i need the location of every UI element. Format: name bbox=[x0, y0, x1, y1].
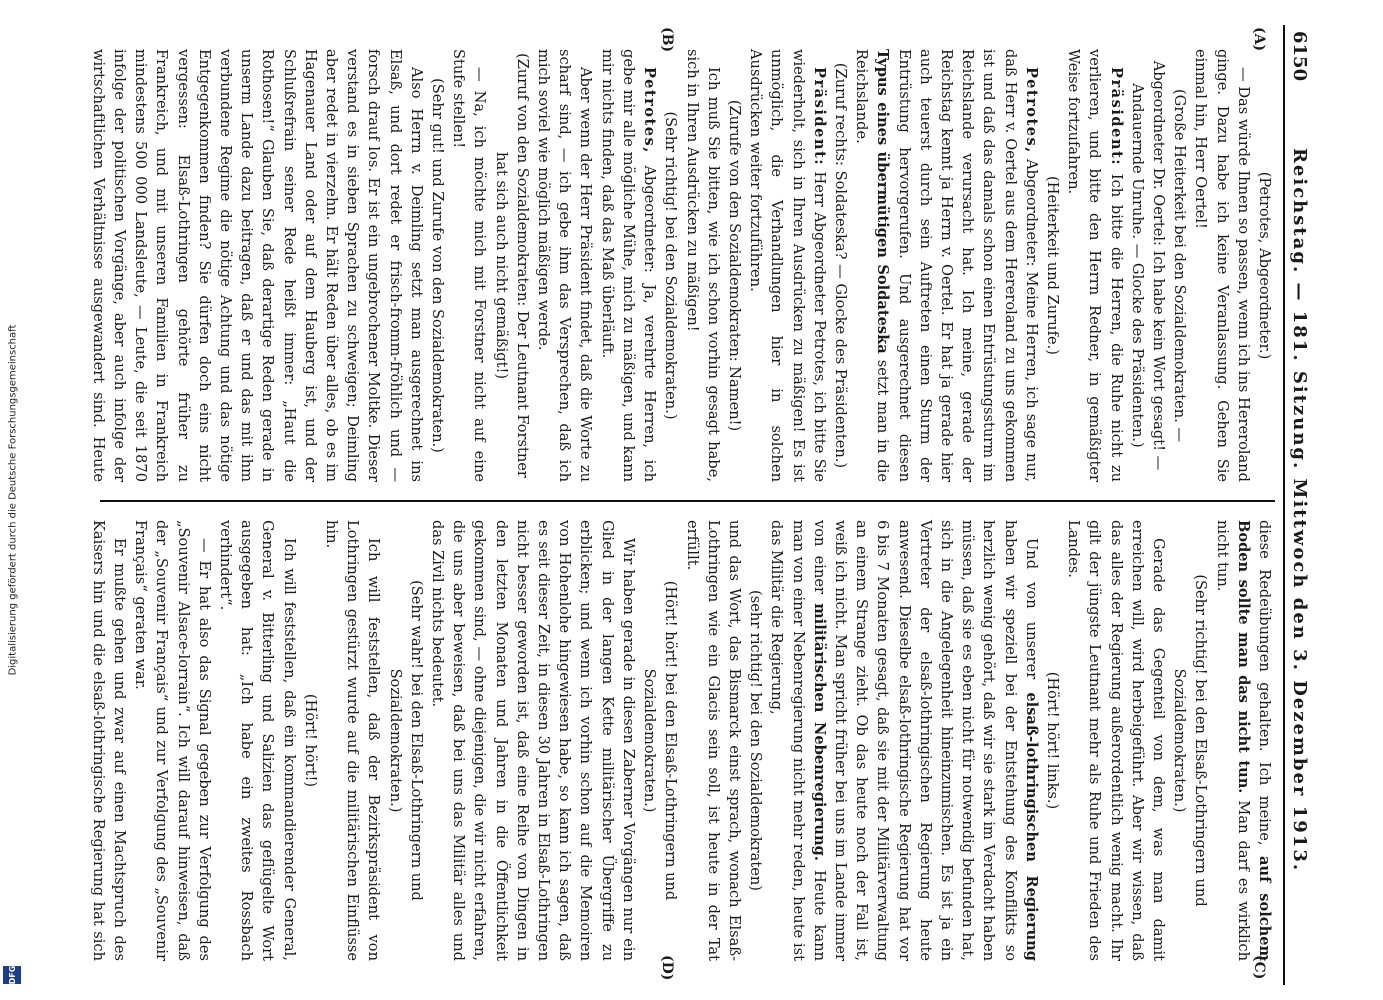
interjection: (Hört! hört!) bbox=[301, 693, 319, 788]
margin-marker-a: (A) bbox=[1251, 27, 1267, 52]
speaker-name: Präsident: bbox=[1107, 67, 1125, 167]
right-column bbox=[85, 514, 1275, 985]
paragraph: — Das würde Ihnen so passen, wenn ich ins Hereroland ginge. Dazu habe ich keine Veranlassung. Gehen Sie einmal hin, Herr Oertel! bbox=[1192, 49, 1252, 482]
paragraph: Also Herrn v. Deimling setzt man ausgerechnet ins Elsaß, und dort redet er frisch-fromm-fröhlich und — forsch drauf los. Er ist ein ungebrochener Moltke. Dieser verstand es in sieben Sprachen zu schweigen; Deimling aber redet in vierzehn. Er hält Reden über alles, ob es im Hagenauer Land oder auf dem Hauberg ist, und der Schlußrefrain seiner Rede heißt immer: „Haut die Rothosen!“ Glauben Sie, daß derartige Reden gerade in unserm Lande dazu beitragen, daß er und das mit ihm verbundene Regime die nötige Achtung und das nötige Entgegenkommen finden? Sie dürfen doch eins nicht vergessen: Elsaß-Lothringen gehörte früher zu Frankreich, und mit unseren Familien in Frankreich mindestens 500 000 Landsleute, — Leute, die seit 1870 infolge der politischen Vorgänge, aber auch infolge der wirtschaftlichen Verhältnisse ausgewandert sind. Heute bbox=[89, 49, 425, 482]
document-page bbox=[80, 25, 1315, 985]
interjection: (Sehr richtig! bei den Elsaß-Lothringern und Sozialdemokraten.) bbox=[1171, 574, 1210, 907]
paragraph: — Er hat also das Signal gegeben zur Verfolgung des „Souvenir Alsace-lorrain“. Ich will darauf hinweisen, daß der „Souvenir Français“ und zur Verfolgung des „Souvenir Français“ geraten war. bbox=[132, 520, 213, 961]
interjection: (Sehr richtig! bei den Sozialdemokraten.) bbox=[662, 111, 680, 420]
margin-marker-c: (C) bbox=[1251, 955, 1267, 980]
paragraph: Aber wenn der Herr Präsident findet, daß die Worte zu scharf sind, — ich gebe ihm das Versprechen, daß ich mich soviel wie möglich mäßigen werde. bbox=[535, 49, 595, 482]
interjection: (Sehr wahr! bei den Elsaß-Lothringern und Sozialdemokraten.) bbox=[386, 580, 425, 901]
paragraph: diese Redeübungen gehalten. Ich meine, auf solchem Boden sollte man das nicht tun. Man darf es wirklich nicht tun. bbox=[1213, 520, 1273, 961]
interjection: (Sehr gut! und Zurufe von den Sozialdemokraten.) bbox=[429, 78, 447, 453]
paragraph: Petrotes, Abgeordneter: Ja, verehrte Herren, ich gebe mir alle mögliche Mühe, mich zu mäßigen, und kann mir nichts finden, daß das Maß überläuft. bbox=[598, 49, 659, 482]
interjection: (Hört! hört! bei den Elsaß-Lothringern und Sozialdemokraten.) bbox=[641, 580, 680, 901]
column-divider bbox=[100, 500, 1275, 502]
paragraph: Gerade das Gegenteil von dem, was man damit erreichen will, wird herbeigeführt. Aber wir wissen, daß das alles der Regierung außerordentlich wenig macht. Ihr gilt der jüngste Leutnant mehr als Ruhe und Frieden des Landes. bbox=[1065, 520, 1167, 961]
footer-credit-text: Digitalisierung gefördert durch die Deutsche Forschungsgemeinschaft bbox=[7, 324, 19, 676]
paragraph: Ich will feststellen, daß der Bezirkspräsident von Lothringen gestürzt wurde auf die militärischen Einflüsse hin. bbox=[323, 520, 383, 961]
paragraph: und das Wort, das Bismarck einst sprach, wonach Elsaß-Lothringen wie ein Glacis sein soll, ist heute in der Tat erfüllt. bbox=[683, 520, 743, 961]
paragraph: Petrotes, Abgeordneter: Meine Herren, ich sage nur, daß Herr v. Oertel aus dem Hereroland zu uns gekommen ist und daß das damals schon einen Entrüstungssturm im Reichslande verursacht hat. Ich meine, gerade der Reichstag kennt ja Herrn v. Oertel. Er hat ja gerade hier auch teuerst durch sein Auftreten einen Sturm der Entrüstung hervorgerufen. Und ausgerechnet diesen Typus eines übermütigen Soldateska setzt man in die Reichslande. bbox=[853, 49, 1040, 482]
left-column bbox=[85, 25, 1275, 488]
paragraph: Ich muß Sie bitten, wie ich schon vorhin gesagt habe, sich in Ihren Ausdrücken zu mäßigen! bbox=[683, 49, 722, 482]
page-number: 6150 bbox=[1289, 31, 1310, 82]
interjection: (Zurufe von den Sozialdemokraten: Namen!) bbox=[725, 99, 743, 432]
speaker-name: Petrotes, bbox=[641, 67, 659, 154]
footer-credit bbox=[0, 0, 26, 1000]
margin-marker-b: (B) bbox=[659, 27, 675, 53]
interjection: (sehr richtig! bei den Sozialdemokraten) bbox=[747, 590, 765, 891]
interjection: (Große Heiterkeit bei den Sozialdemokraten. — Abgeordneter Dr. Oertel: Ich habe kein Wort gesagt! — Andauernde Unruhe. — Glocke des Präsidenten.) bbox=[1128, 60, 1189, 471]
paragraph: Ich will feststellen, daß ein kommandierender General, General v. Bitterling und Salizien das geflügelte Wort ausgegeben hat: „Ich habe ein zweites Rossbach verhindert“. bbox=[217, 520, 298, 961]
interjection: (Heiterkeit und Zurufe.) bbox=[1043, 176, 1061, 355]
speaker-name: Petrotes, bbox=[1022, 67, 1040, 154]
page-header bbox=[1283, 25, 1315, 985]
running-title: Reichstag. — 181. Sitzung. Mittwoch den 3. Dezember 1913. bbox=[1289, 147, 1310, 873]
speaker-name: Präsident: bbox=[810, 67, 828, 167]
paragraph: Und von unserer elsaß-lothringischen Regierung haben wir speziell bei der Entstehung des Konflikts so herzlich wenig gehört, daß wir sie stark im Verdacht haben müssen, daß sie es eben nicht für notwendig befunden hat, sich in die Angelegenheit hineinzumischen. Es ist ja ein Vertreter der elsaß-lothringischen Regierung heute anwesend. Dieselbe elsaß-lothringische Regierung hat vor 6 bis 7 Monaten gesagt, daß sie mit der Militärverwaltung an einem Strange zieht. Ob das heute noch der Fall ist, weiß ich nicht. Man spricht früher bei uns im Lande immer von einer militärischen Nebenregierung. Heute kann man von einer Nebenregierung nicht mehr reden, heute ist das Militär die Regierung, bbox=[768, 520, 1040, 962]
interjection: (Hört! hört! links.) bbox=[1043, 671, 1061, 810]
paragraph: Er mußte gehen und zwar auf einen Machtspruch des Kaisers hin und die elsaß-lothringische Regierung hat sich bbox=[89, 520, 129, 961]
interjection: (Zuruf rechts: Soldateska? — Glocke des Präsidenten.) bbox=[831, 62, 849, 469]
paragraph: — Na, ich möchte mich mit Forstner nicht auf eine Stufe stellen! bbox=[450, 49, 489, 482]
paragraph: Präsident: Herr Abgeordneter Petrotes, ich bitte Sie wiederholt, sich in Ihren Ausdrücken zu mäßigen! Es ist unmöglich, die Verhandlungen hier in solchen Ausdrücken weiter fortzuführen. bbox=[747, 49, 828, 482]
paragraph: Wir haben gerade in diesen Zaberner Vorgängen nur ein Glied in der langen Kette militärischer Übergriffe zu erblicken; und wenn ich vorhin schon auf die Memoiren von Hohenlohe hingewiesen habe, so kann ich sagen, daß es seit dieser Zeit, in diesen 30 Jahren in Elsaß-Lothringen nicht besser geworden ist, daß eine Reihe von Dingen in den letzten Monaten und Jahren in die Öffentlichkeit gekommen sind, — ohne diejenigen, die wir nicht erfahren, die uns aber beweisen, daß bei uns das Militär alles und das Zivil nichts bedeutet. bbox=[429, 520, 637, 961]
interjection: (Zuruf von den Sozialdemokraten: Der Leutnant Forstner hat sich auch nicht gemäßigt!) bbox=[492, 53, 531, 478]
dfg-logo: DFG bbox=[3, 966, 21, 984]
speaker-continuation: (Petrotes, Abgeordneter.) bbox=[1256, 171, 1273, 360]
paragraph: Präsident: Ich bitte die Herren, die Ruhe nicht zu verlieren, und bitte den Herrn Redner, in gemäßigter Weise fortzufahren. bbox=[1065, 49, 1125, 483]
margin-marker-d: (D) bbox=[659, 955, 675, 981]
